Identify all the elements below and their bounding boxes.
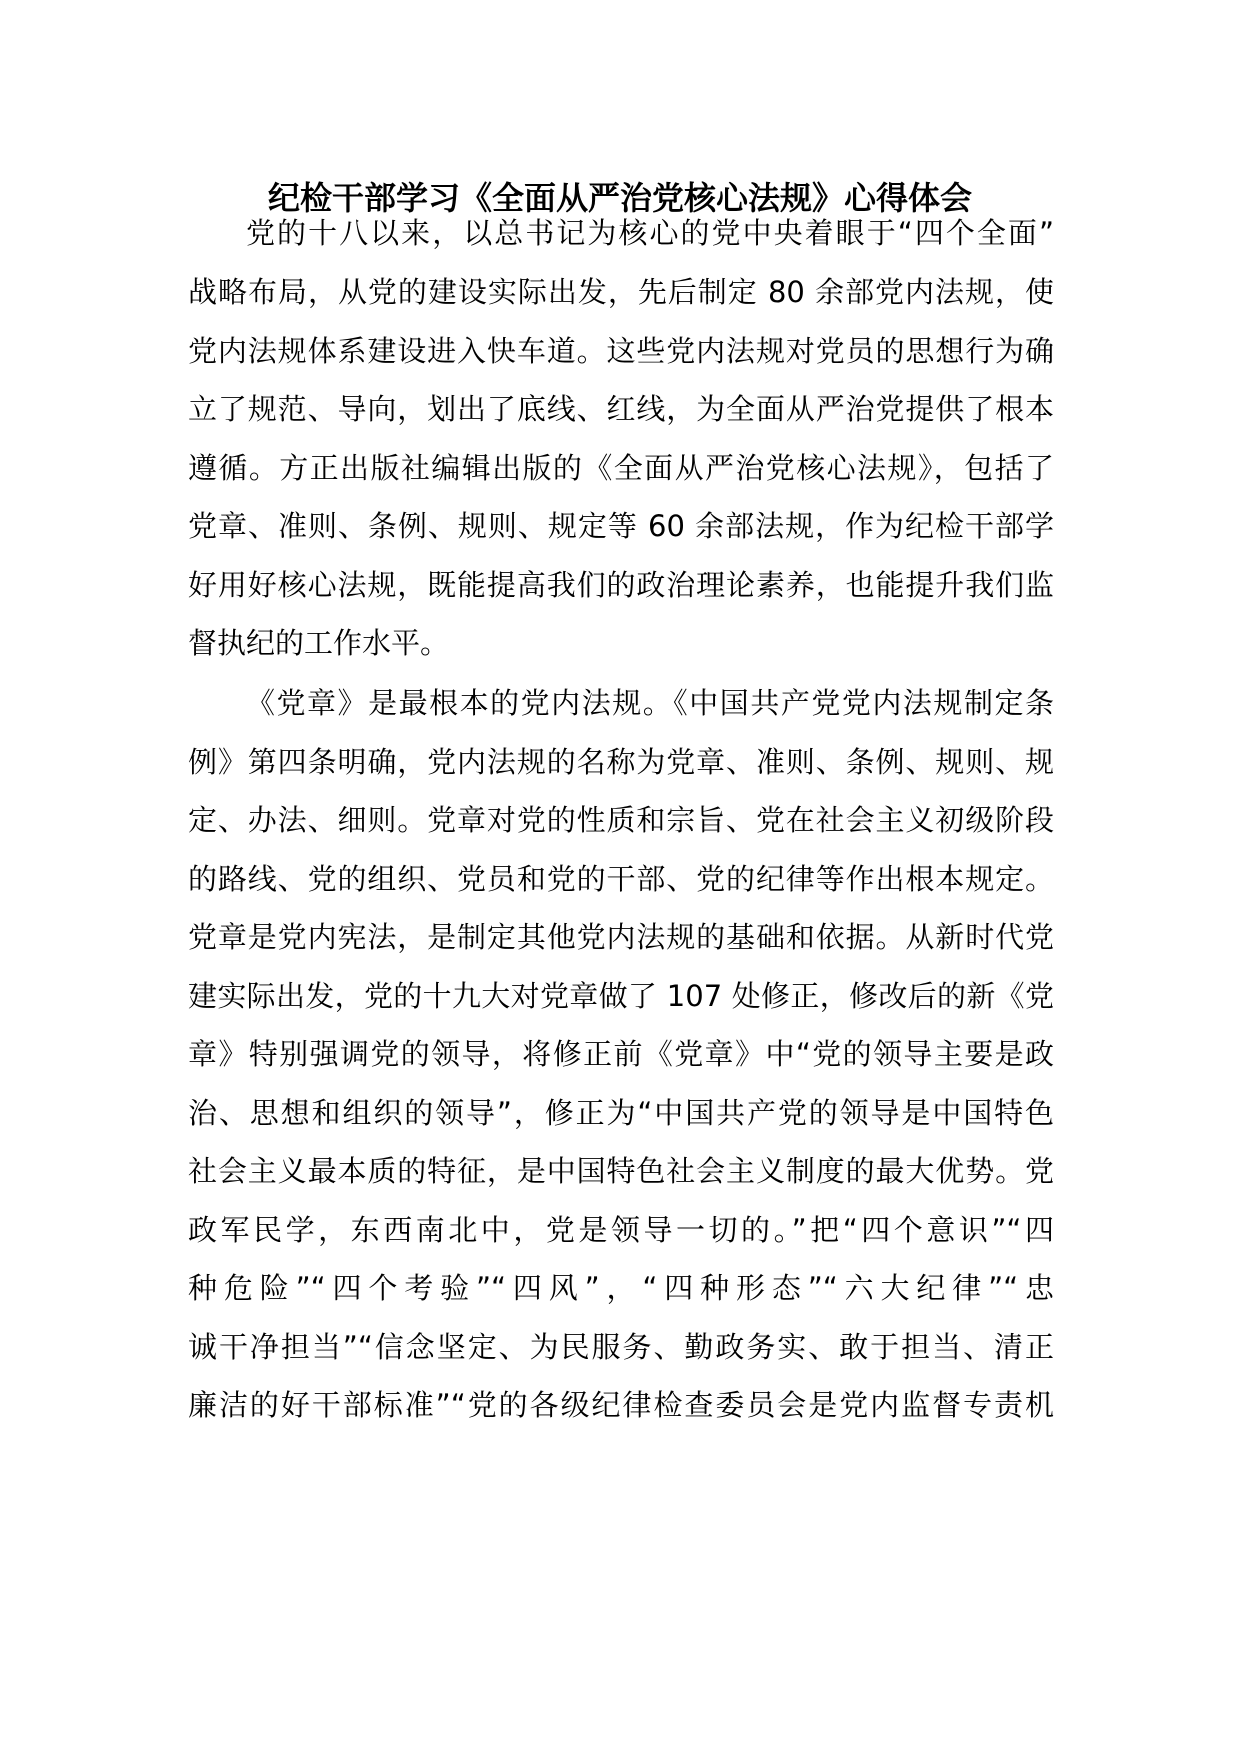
paragraph-2-line-12: 诚干净担当”“信念坚定、为民服务、勤政务实、敢于担当、清正 bbox=[188, 1330, 1054, 1364]
paragraph-1-line-6: 党章、准则、条例、规则、规定等 60 余部法规，作为纪检干部学 bbox=[188, 509, 1054, 543]
paragraph-2-line-8: 治、思想和组织的领导”，修正为“中国共产党的领导是中国特色 bbox=[188, 1096, 1054, 1130]
paragraph-1-line-2: 战略布局，从党的建设实际出发，先后制定 80 余部党内法规，使 bbox=[188, 275, 1054, 309]
paragraph-2-line-6: 建实际出发，党的十九大对党章做了 107 处修正，修改后的新《党 bbox=[188, 979, 1054, 1013]
paragraph-2-line-9: 社会主义最本质的特征，是中国特色社会主义制度的最大优势。党 bbox=[188, 1154, 1054, 1188]
paragraph-2-line-4: 的路线、党的组织、党员和党的干部、党的纪律等作出根本规定。 bbox=[188, 862, 1054, 896]
paragraph-1-line-3: 党内法规体系建设进入快车道。这些党内法规对党员的思想行为确 bbox=[188, 334, 1054, 368]
paragraph-2-line-5: 党章是党内宪法，是制定其他党内法规的基础和依据。从新时代党 bbox=[188, 920, 1054, 954]
paragraph-2-line-1: 《党章》是最根本的党内法规。《中国共产党党内法规制定条 bbox=[246, 686, 1054, 720]
document-title: 纪检干部学习《全面从严治党核心法规》心得体会 bbox=[267, 179, 972, 217]
paragraph-1-line-5: 遵循。方正出版社编辑出版的《全面从严治党核心法规》，包括了 bbox=[188, 451, 1054, 485]
paragraph-1-line-7: 好用好核心法规，既能提高我们的政治理论素养，也能提升我们监 bbox=[188, 568, 1054, 602]
paragraph-2-line-10: 政军民学，东西南北中，党是领导一切的。”把“四个意识”“四 bbox=[188, 1213, 1054, 1247]
paragraph-2-line-2: 例》第四条明确，党内法规的名称为党章、准则、条例、规则、规 bbox=[188, 745, 1054, 779]
paragraph-2-line-7: 章》特别强调党的领导，将修正前《党章》中“党的领导主要是政 bbox=[188, 1037, 1054, 1071]
paragraph-2-line-13: 廉洁的好干部标准”“党的各级纪律检查委员会是党内监督专责机 bbox=[188, 1388, 1054, 1422]
paragraph-1-line-4: 立了规范、导向，划出了底线、红线，为全面从严治党提供了根本 bbox=[188, 392, 1054, 426]
paragraph-2-line-3: 定、办法、细则。党章对党的性质和宗旨、党在社会主义初级阶段 bbox=[188, 803, 1054, 837]
paragraph-1-line-8: 督执纪的工作水平。 bbox=[188, 626, 450, 660]
paragraph-2-line-11: 种危险”“四个考验”“四风”，“四种形态”“六大纪律”“忠 bbox=[188, 1271, 1054, 1305]
paragraph-1-line-1: 党的十八以来，以总书记为核心的党中央着眼于“四个全面” bbox=[246, 216, 1054, 250]
